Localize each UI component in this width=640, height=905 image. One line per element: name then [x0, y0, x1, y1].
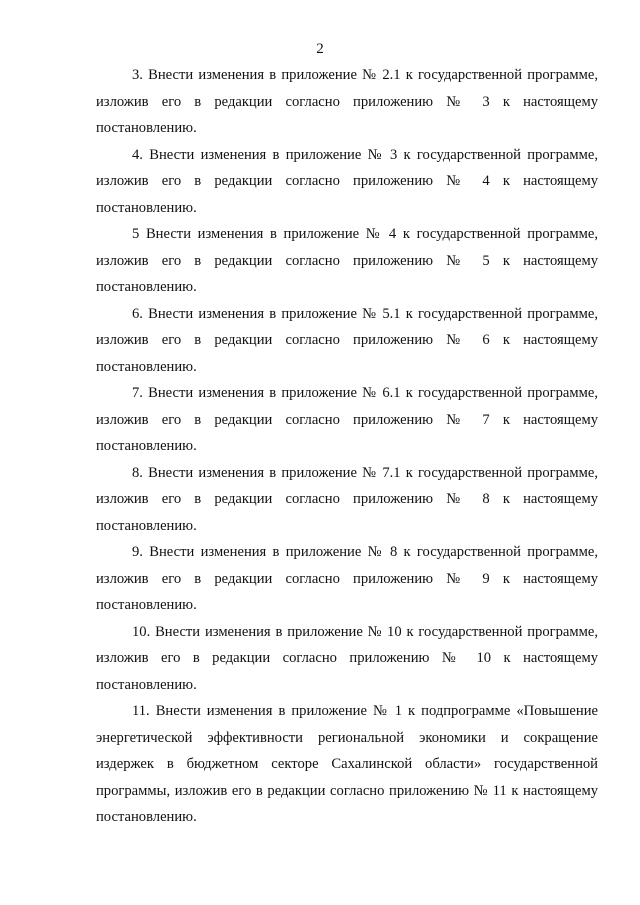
paragraph-item-8: 8. Внести изменения в приложение № 7.1 к государственной программе, изложив его в редакции согласно приложению № 8 к настоящему постановлению.	[96, 464, 598, 534]
paragraph-item-9: 9. Внести изменения в приложение № 8 к государственной программе, изложив его в редакции согласно приложению № 9 к настоящему постановлению.	[96, 544, 598, 613]
paragraph-item-4: 4. Внести изменения в приложение № 3 к государственной программе, изложив его в редакции согласно приложению № 4 к настоящему постановлению.	[96, 146, 598, 216]
paragraph-item-7: 7. Внести изменения в приложение № 6.1 к государственной программе, изложив его в редакции согласно приложению № 7 к настоящему постановлению.	[96, 385, 598, 454]
paragraph-item-3: 3. Внести изменения в приложение № 2.1 к государственной программе, изложив его в редакции согласно приложению № 3 к настоящему постановлению.	[96, 67, 598, 136]
paragraph-list	[96, 62, 598, 831]
paragraph-item-6: 6. Внести изменения в приложение № 5.1 к государственной программе, изложив его в редакции согласно приложению № 6 к настоящему постановлению.	[96, 305, 598, 375]
paragraph-item-10: 10. Внести изменения в приложение № 10 к государственной программе, изложив его в редакции согласно приложению № 10 к настоящему постановлению.	[96, 623, 598, 693]
page-number: 2	[316, 41, 324, 57]
paragraph-item-11: 11. Внести изменения в приложение № 1 к подпрограмме «Повышение энергетической эффективности региональной экономики и сокращение издержек в бюджетном секторе Сахалинской области» государственной программы, изложив его в редакции согласно приложению № 11 к настоящему постановлению.	[96, 703, 598, 825]
paragraph-item-5: 5 Внести изменения в приложение № 4 к государственной программе, изложив его в редакции согласно приложению № 5 к настоящему постановлению.	[96, 226, 598, 295]
